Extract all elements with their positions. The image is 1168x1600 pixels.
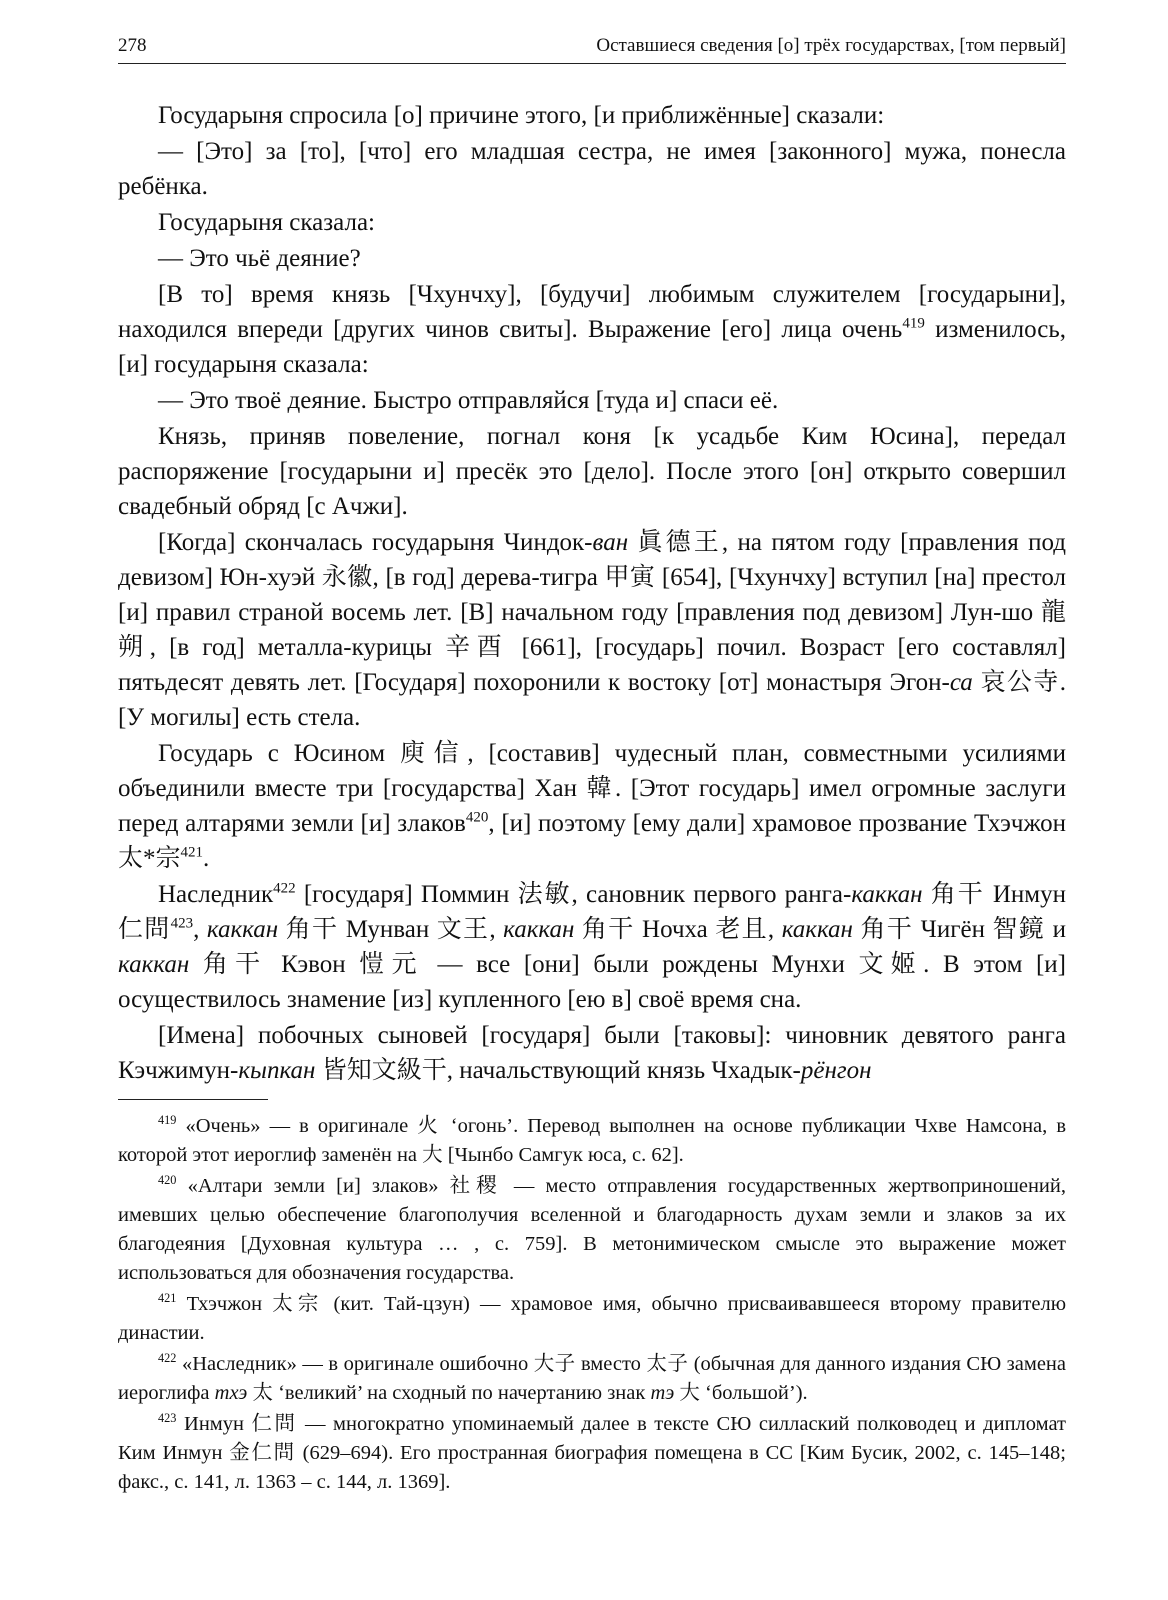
text: [государя] Поммин 法敏, сановник первого ранга- [295, 881, 852, 908]
italic-term: са [949, 669, 973, 696]
footnote-number: 422 [158, 1351, 177, 1366]
italic-term: ван [592, 529, 629, 556]
footnote-text: Инмун 仁問 — многократно упоминаемый далее в тексте СЮ силлаский полководец и дипломат Ким Инмун 金仁問 (629–694). Его пространная биография помещена в СС [Ким Бусик, 2002, с. 145–148; факс., с. 141, л. 1363 – с. 144, л. 1369]. [118, 1413, 1066, 1493]
text: , [и] поэтому [ему дали] храмовое прозвание Тхэчжон 太*宗 [118, 810, 1066, 872]
footnote [118, 1112, 1066, 1170]
main-text [118, 98, 1066, 1089]
text: 角干 Ночха 老且, [574, 916, 782, 943]
running-header [118, 33, 1066, 64]
paragraph [118, 241, 1066, 276]
text: [Имена] побочных сыновей [государя] были [таковы]: чиновник девятого ранга Кэчжимун- [118, 1022, 1066, 1084]
paragraph [118, 736, 1066, 876]
text: , [193, 916, 207, 943]
italic-term: тхэ [214, 1382, 248, 1404]
footnote-divider [118, 1099, 268, 1100]
text: — Это твоё деяние. Быстро отправляйся [туда и] спаси её. [158, 387, 779, 414]
footnote-ref: 420 [465, 809, 489, 826]
paragraph [118, 419, 1066, 524]
paragraph [118, 1018, 1066, 1088]
footnote [118, 1410, 1066, 1497]
text: Наследник [158, 881, 274, 908]
text: [В то] время князь [Чхунчху], [будучи] любимым служителем [государыни], находился впереди [других чинов свиты]. Выражение [его] лица очень [118, 281, 1066, 343]
text: Князь, приняв повеление, погнал коня [к усадьбе Ким Юсина], передал распоряжение [государыни и] пресёк это [дело]. После этого [он] открыто совершил свадебный обряд [с Ачжи]. [118, 423, 1066, 520]
paragraph [118, 383, 1066, 418]
footnote [118, 1350, 1066, 1408]
footnote-text: 大 ‘большой’). [674, 1382, 808, 1404]
text: 角干 Кэвон 愷元 — все [они] были рождены Мунхи 文姬. В этом [и] осуществилось знамение [из] купленного [ею в] своё время сна. [118, 951, 1066, 1013]
text: Государь с Юсином 庾信, [составив] чудесный план, совместными усилиями объединили вместе три [государства] Хан 韓. [Этот государь] имел огромные заслуги перед алтарями земли [и] злаков [118, 740, 1066, 837]
text: изменилось, [и] государыня сказала: [118, 316, 1067, 378]
italic-term: каккан [206, 916, 279, 943]
text: 皆知文級干, начальствующий князь Чхадык- [315, 1057, 801, 1084]
italic-term: каккан [503, 916, 575, 943]
footnote-text: «Очень» — в оригинале 火 ‘огонь’. Перевод выполнен на основе публикации Чхве Намсона, в которой этот иероглиф заменён на 大 [Чынбо Самгук юса, с. 62]. [118, 1115, 1067, 1166]
text: 眞德王, на пятом году [правления под девизом] Юн-хуэй 永徽, [в год] дерева-тигра 甲寅 [654], [Чхунчху] вступил [на] престол [и] правил страной восемь лет. [В] начальном году [правления под девизом] Лун-шо 龍朔, [в год] металла-курицы 辛酉 [661], [государь] почил. Возраст [его составлял] пятьдесят девять лет. [Государя] похоронили к востоку [от] монастыря Эгон- [118, 529, 1066, 696]
paragraph [118, 134, 1066, 204]
paragraph [118, 877, 1066, 1017]
footnote-text: «Алтари земли [и] злаков» 社稷 — место отправления государственных жертвоприношений, имевших целью обеспечение благополучия вселенной и благодарность духам земли и злаков за их благодеяния [Духовная культура … , с. 759]. В метонимическом смысле это выражение может использоваться для обозначения государства. [118, 1175, 1066, 1284]
footnote-ref: 422 [273, 880, 296, 897]
italic-term: рёнгон [800, 1057, 872, 1084]
footnote-text: «Наследник» — в оригинале ошибочно 大子 вместо 太子 (обычная для данного издания СЮ замена иероглифа [118, 1353, 1066, 1404]
footnote-number: 423 [158, 1411, 177, 1426]
footnote-number: 419 [158, 1113, 177, 1128]
footnote-text: Тхэчжон 太宗 (кит. Тай-цзун) — храмовое имя, обычно присваивавшееся второму правителю династии. [118, 1293, 1067, 1344]
paragraph [118, 98, 1066, 133]
italic-term: каккан [118, 951, 190, 978]
text: 角干 Чигён 智鏡 и [852, 916, 1066, 943]
text: [Когда] скончалась государыня Чиндок- [158, 529, 593, 556]
text: Государыня спросила [о] причине этого, [и приближённые] сказали: [158, 102, 885, 129]
footnotes [118, 1112, 1066, 1499]
text: 角干 Мунван 文王, [278, 916, 504, 943]
text: 哀公寺. [У могилы] есть стела. [118, 669, 1066, 731]
footnote-text: 太 ‘великий’ на сходный по начертанию знак [247, 1382, 651, 1404]
footnote-ref: 423 [170, 915, 194, 932]
footnote [118, 1172, 1066, 1288]
running-title: Оставшиеся сведения [о] трёх государствах, [том первый] [596, 35, 1066, 56]
text: — Это чьё деяние? [158, 245, 361, 272]
footnote [118, 1290, 1066, 1348]
paragraph [118, 205, 1066, 240]
italic-term: каккан [851, 881, 923, 908]
text: — [Это] за [то], [что] его младшая сестра, не имея [законного] мужа, понесла ребёнка. [118, 138, 1066, 200]
text: 角干 Инмун 仁問 [118, 881, 1066, 943]
text: Государыня сказала: [158, 209, 375, 236]
footnote-ref: 421 [180, 844, 204, 861]
footnote-ref: 419 [902, 315, 925, 332]
text: . [203, 845, 210, 872]
paragraph [118, 277, 1066, 382]
italic-term: каккан [781, 916, 853, 943]
paragraph [118, 525, 1066, 735]
footnote-number: 421 [158, 1291, 177, 1306]
page-number: 278 [118, 35, 147, 56]
italic-term: тэ [650, 1382, 675, 1404]
footnote-number: 420 [158, 1173, 177, 1188]
italic-term: кыпкан [238, 1057, 316, 1084]
